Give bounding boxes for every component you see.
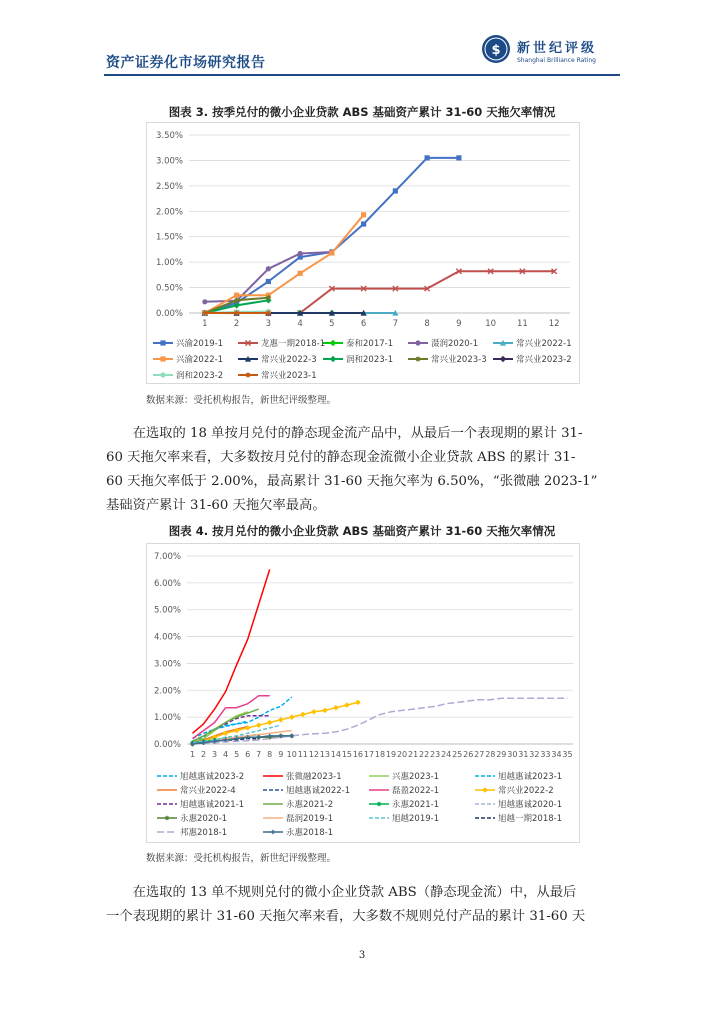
x-tick-label: 15: [341, 750, 353, 759]
x-tick-label: 28: [485, 750, 496, 759]
x-tick-label: 22: [419, 750, 430, 759]
legend-item: [263, 827, 333, 838]
legend-label: 龙惠一期2018-1: [261, 339, 326, 349]
legend-item: [157, 799, 244, 810]
legend-label: 兴渝2019-1: [176, 339, 224, 349]
legend-label: 旭越惠诚2023-2: [180, 772, 245, 782]
x-tick-label: 16: [352, 750, 364, 759]
x-tick-label: 12: [548, 319, 560, 329]
y-tick-label: 2.00%: [155, 207, 183, 218]
legend-label: 永惠2018-1: [286, 828, 334, 838]
data-point: [266, 266, 271, 271]
svg-text:$: $: [491, 43, 501, 58]
x-tick-label: 33: [540, 750, 551, 759]
x-tick-label: 29: [496, 750, 507, 759]
x-tick-label: 24: [441, 750, 452, 759]
x-tick-label: 5: [234, 750, 240, 759]
legend-label: 泰和2017-1: [346, 339, 394, 349]
series-兴渝2019-1: [202, 155, 461, 315]
data-point: [361, 212, 366, 217]
y-tick-label: 1.00%: [153, 713, 181, 724]
legend-label: 磊盈2022-1: [392, 786, 440, 796]
legend-label: 永惠2021-2: [286, 800, 334, 810]
legend-item: [157, 827, 227, 838]
series-line: [205, 271, 554, 313]
legend-item: [238, 338, 325, 349]
legend-label: 张微融2023-1: [286, 772, 342, 782]
figure4-line-chart: [147, 544, 579, 842]
data-point: [234, 293, 239, 298]
data-point: [245, 372, 250, 377]
y-tick-label: 1.50%: [155, 232, 183, 243]
x-tick-label: 7: [392, 319, 399, 329]
data-point: [267, 720, 273, 726]
y-tick-label: 3.00%: [153, 659, 181, 670]
y-tick-label: 4.00%: [153, 632, 181, 643]
data-point: [361, 221, 366, 226]
data-point: [278, 717, 284, 723]
paragraph-line: 一个表现期的累计 31-60 天拖欠率来看，大多数不规则兑付产品的累计 31-60 天: [106, 909, 586, 924]
figure4-caption: 图表 4. 按月兑付的微小企业贷款 ABS 基础资产累计 31-60 天拖欠率情况: [168, 524, 556, 538]
data-point: [415, 340, 420, 345]
legend-item: [238, 354, 317, 365]
legend-item: [369, 813, 439, 824]
figure3-caption: 图表 3. 按季兑付的微小企业贷款 ABS 基础资产累计 31-60 天拖欠率情况: [168, 105, 556, 119]
x-tick-label: 31: [518, 750, 529, 759]
x-tick-label: 27: [474, 750, 485, 759]
figure3-source: 数据来源：受托机构报告，新世纪评级整理。: [146, 395, 337, 406]
legend-item: [475, 785, 554, 796]
legend-label: 常兴业2022-2: [498, 786, 554, 796]
x-tick-label: 7: [256, 750, 262, 759]
x-tick-label: 2: [200, 750, 207, 759]
paragraph-line: 60 天拖欠率低于 2.00%，最高累计 31-60 天拖欠率为 6.50%，“张微融 2023-1”: [106, 474, 598, 489]
logo-name-cn: 新世纪评级: [517, 41, 598, 56]
data-point: [289, 714, 295, 720]
x-tick-label: 9: [456, 319, 462, 329]
legend-label: 常兴业2022-1: [516, 339, 572, 349]
report-header-title: 资产证券化市场研究报告: [106, 55, 266, 71]
y-tick-label: 3.50%: [155, 131, 183, 141]
legend-item: [263, 813, 333, 824]
paragraph-line: 60 天拖欠率来看，大多数按月兑付的静态现金流微小企业贷款 ABS 的累计 31-: [106, 450, 576, 465]
legend-label: 兴渝2022-1: [176, 355, 224, 365]
legend-item: [157, 771, 244, 782]
legend-label: 永惠2021-1: [392, 800, 440, 810]
legend-label: 常兴业2023-1: [261, 371, 317, 381]
gridlines: [189, 135, 570, 313]
legend: [157, 771, 562, 838]
x-tick-label: 25: [452, 750, 463, 759]
legend-label: 旭越惠诚2020-1: [498, 800, 563, 810]
legend-item: [323, 338, 393, 349]
legend-label: 常兴业2023-2: [516, 355, 572, 365]
legend-item: [493, 338, 572, 349]
x-tick-label: 8: [267, 750, 273, 759]
paragraph-line: 基础资产累计 31-60 天拖欠率最高。: [106, 498, 326, 513]
figure3-line-chart: [147, 123, 579, 383]
legend: [153, 338, 572, 381]
data-point: [393, 188, 398, 193]
legend-item: [153, 354, 223, 365]
legend-item: [475, 813, 562, 824]
paragraph-line: 在选取的 13 单不规则兑付的微小企业贷款 ABS（静态现金流）中，从最后: [132, 885, 577, 900]
x-tick-label: 2: [233, 319, 240, 329]
data-point: [456, 155, 461, 160]
x-tick-label: 21: [407, 750, 419, 759]
data-point: [298, 271, 303, 276]
data-point: [160, 340, 165, 345]
logo-name-en: Shanghai Brilliance Rating: [517, 57, 596, 64]
data-point: [329, 250, 334, 255]
x-tick-label: 9: [278, 750, 284, 759]
y-tick-label: 2.50%: [155, 181, 183, 192]
x-tick-label: 1: [189, 750, 196, 759]
data-point: [482, 787, 488, 793]
x-tick-label: 6: [245, 750, 251, 759]
x-tick-label: 1: [202, 319, 208, 329]
x-tick-label: 23: [430, 750, 441, 759]
x-tick-label: 5: [329, 319, 335, 329]
legend-label: 常兴业2022-4: [180, 786, 236, 796]
paragraph-monthly: [106, 422, 620, 518]
x-tick-label: 11: [516, 319, 528, 329]
brilliance-logo-icon: [481, 34, 511, 64]
figure4-source: 数据来源：受托机构报告，新世纪评级整理。: [146, 853, 337, 864]
x-tick-label: 18: [374, 750, 386, 759]
x-tick-label: 6: [360, 319, 367, 329]
data-point: [344, 702, 350, 708]
legend-item: [323, 354, 393, 365]
legend-item: [157, 785, 236, 796]
legend-item: [263, 785, 350, 796]
legend-item: [238, 370, 317, 381]
x-tick-label: 4: [297, 319, 303, 329]
data-point: [333, 705, 339, 711]
data-point: [425, 155, 430, 160]
data-point: [266, 279, 271, 284]
legend-item: [408, 338, 478, 349]
data-point: [160, 356, 165, 361]
data-point: [298, 251, 303, 256]
paragraph-line: 在选取的 18 单按月兑付的静态现金流产品中，从最后一个表现期的累计 31-: [132, 426, 583, 441]
legend-label: 邦惠2018-1: [180, 828, 228, 838]
data-point: [355, 700, 361, 706]
x-tick-label: 8: [424, 319, 430, 329]
legend-item: [263, 799, 333, 810]
x-tick-label: 3: [265, 319, 272, 329]
x-tick-label: 12: [308, 750, 319, 759]
legend-label: 常兴业2023-3: [431, 355, 487, 365]
data-point: [300, 712, 306, 718]
data-point: [330, 356, 336, 362]
series-兴渝2022-1: [202, 212, 366, 315]
legend-label: 润和2023-2: [176, 371, 224, 381]
figure3-chart-frame: [146, 122, 580, 384]
x-tick-label: 19: [385, 750, 397, 759]
series-龙惠一期2018-1: [202, 269, 556, 316]
x-tick-label: 14: [330, 750, 341, 759]
data-point: [500, 356, 506, 362]
data-point: [377, 802, 381, 806]
x-tick-label: 11: [297, 750, 308, 759]
paragraph-irregular: [106, 881, 620, 929]
header-divider: [104, 74, 620, 76]
legend-label: 永惠2020-1: [180, 814, 228, 824]
legend-label: 旭越一期2018-1: [498, 814, 563, 824]
legend-label: 旭越惠诚2023-1: [498, 772, 563, 782]
gridlines: [187, 556, 573, 744]
x-tick-label: 26: [463, 750, 474, 759]
data-point: [160, 372, 165, 377]
legend-item: [369, 799, 439, 810]
legend-item: [475, 799, 562, 810]
y-tick-label: 2.00%: [153, 686, 181, 697]
x-tick-label: 3: [212, 750, 218, 759]
legend-item: [475, 771, 562, 782]
legend-label: 滠润2020-1: [431, 339, 479, 349]
legend-item: [493, 354, 572, 365]
x-tick-label: 17: [363, 750, 375, 759]
legend-label: 磊润2019-1: [286, 814, 334, 824]
legend-item: [369, 786, 439, 796]
x-tick-label: 10: [485, 319, 497, 329]
y-tick-label: 0.50%: [155, 283, 183, 294]
figure4-chart-frame: [146, 543, 580, 843]
legend-item: [157, 813, 227, 824]
legend-item: [369, 771, 439, 782]
x-tick-label: 20: [396, 750, 408, 759]
page-number: 3: [358, 950, 366, 961]
y-tick-label: 7.00%: [153, 552, 181, 562]
y-tick-label: 1.00%: [155, 258, 183, 269]
y-tick-label: 3.00%: [155, 156, 183, 167]
series-line: [205, 215, 364, 313]
y-tick-label: 5.00%: [153, 605, 181, 616]
x-tick-label: 10: [286, 750, 297, 759]
legend-item: [153, 370, 223, 381]
legend-label: 兴惠2023-1: [392, 772, 440, 782]
y-tick-label: 6.00%: [153, 578, 181, 589]
legend-label: 旭越惠诚2021-1: [180, 800, 245, 810]
x-tick-label: 34: [551, 750, 562, 759]
y-tick-label: 0.00%: [155, 309, 183, 319]
data-point: [330, 340, 336, 346]
legend-label: 润和2023-1: [346, 355, 394, 365]
data-point: [271, 830, 275, 834]
data-point: [256, 722, 262, 728]
legend-label: 旭越2019-1: [392, 814, 440, 824]
legend-label: 旭越惠诚2022-1: [286, 786, 351, 796]
legend-item: [408, 354, 487, 365]
data-point: [415, 356, 420, 361]
x-tick-label: 30: [507, 750, 518, 759]
legend-item: [153, 338, 223, 349]
data-point: [311, 709, 317, 715]
x-tick-label: 32: [529, 750, 540, 759]
data-point: [202, 299, 207, 304]
data-point: [322, 708, 328, 714]
legend-item: [263, 771, 342, 782]
data-point: [165, 816, 169, 820]
x-tick-label: 4: [223, 750, 229, 759]
data-point: [245, 725, 251, 731]
legend-label: 常兴业2022-3: [261, 355, 317, 365]
x-tick-label: 13: [319, 750, 330, 759]
x-tick-label: 35: [562, 750, 573, 759]
y-tick-label: 0.00%: [153, 740, 181, 750]
